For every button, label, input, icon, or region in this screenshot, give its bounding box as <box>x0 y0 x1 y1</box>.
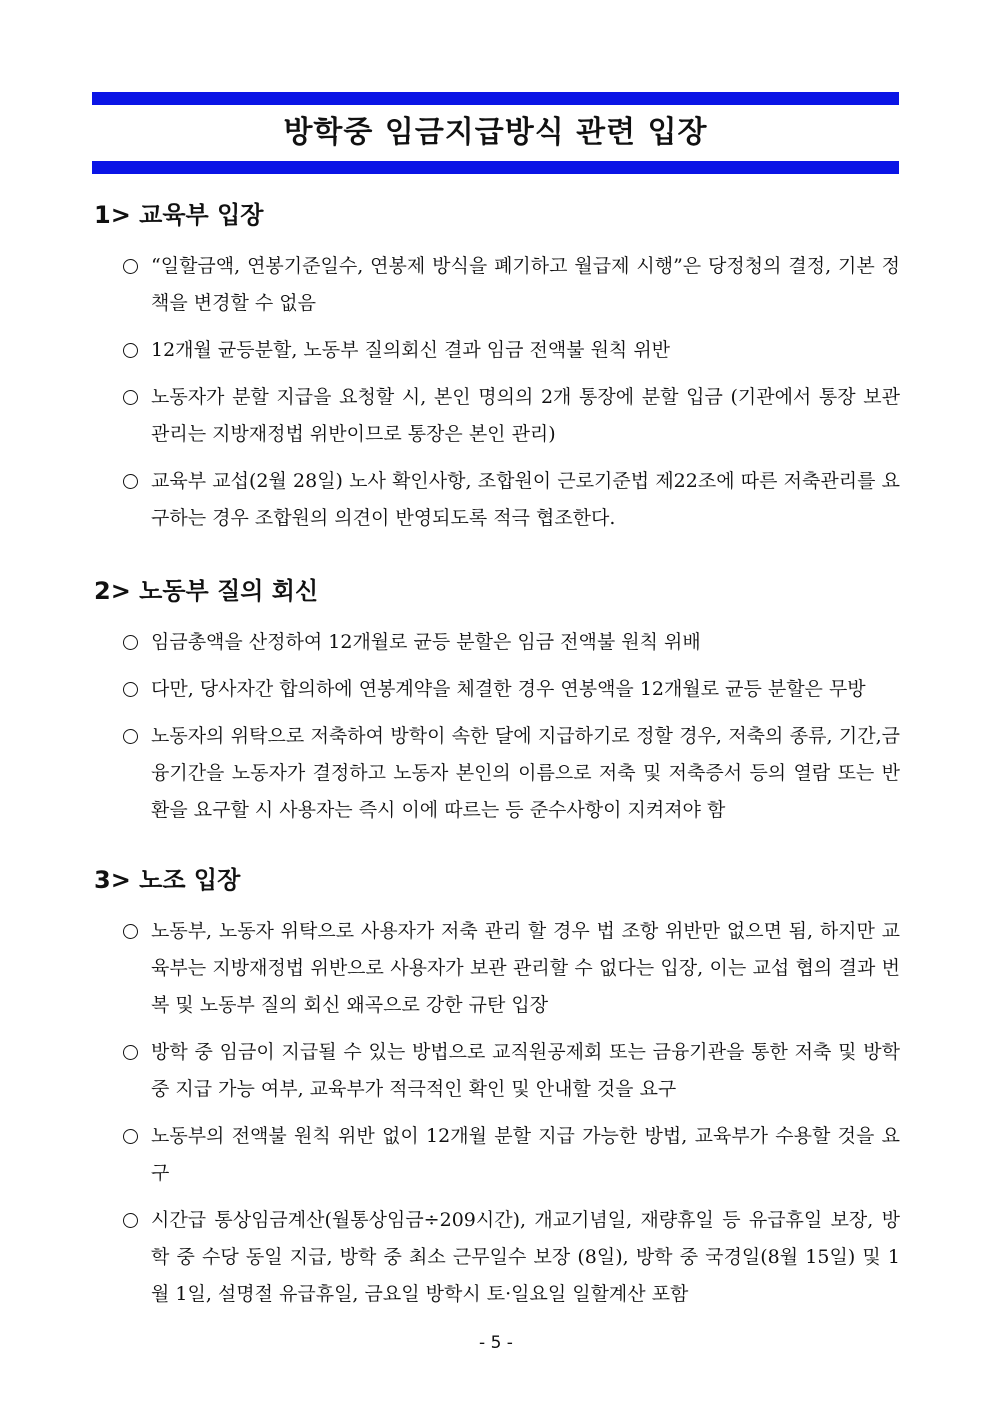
circle-bullet-icon <box>123 1034 141 1071</box>
list-item <box>94 379 900 453</box>
list-item-text: “일할금액, 연봉기준일수, 연봉제 방식을 폐기하고 월급제 시행”은 당정청의 결정, 기본 정책을 변경할 수 없음 <box>151 255 900 314</box>
list-item <box>94 913 900 1024</box>
list-item-text: 노동자의 위탁으로 저축하여 방학이 속한 달에 지급하기로 정할 경우, 저축의 종류, 기간,금융기간을 노동자가 결정하고 노동자 본인의 이름으로 저축 및 저축증서 등의 열람 또는 반환을 요구할 시 사용자는 즉시 이에 따르는 등 준수사항이 지켜져야 함 <box>151 725 900 821</box>
circle-bullet-icon <box>123 671 141 708</box>
section-ministry-position <box>94 200 900 537</box>
list-item <box>94 718 900 829</box>
circle-bullet-icon <box>123 718 141 755</box>
list-item-text: 12개월 균등분할, 노동부 질의회신 결과 임금 전액불 원칙 위반 <box>151 339 671 361</box>
list-item-text: 방학 중 임금이 지급될 수 있는 방법으로 교직원공제회 또는 금융기관을 통한 저축 및 방학 중 지급 가능 여부, 교육부가 적극적인 확인 및 안내할 것을 요구 <box>151 1041 900 1100</box>
list-item-text: 노동자가 분할 지급을 요청할 시, 본인 명의의 2개 통장에 분할 입금 (기관에서 통장 보관 관리는 지방재정법 위반이므로 통장은 본인 관리) <box>151 386 900 445</box>
page-title: 방학중 임금지급방식 관련 입장 <box>283 115 708 150</box>
circle-bullet-icon <box>123 332 141 369</box>
list-item <box>94 1118 900 1192</box>
circle-bullet-icon <box>123 463 141 500</box>
section-heading: 1> 교육부 입장 <box>94 201 264 229</box>
title-top-rule <box>92 92 899 105</box>
section-union-position <box>94 865 900 1313</box>
circle-bullet-icon <box>123 913 141 950</box>
page-number: - 5 - <box>479 1333 513 1353</box>
list-item <box>94 332 900 369</box>
circle-bullet-icon <box>123 379 141 416</box>
list-item <box>94 624 900 661</box>
list-item <box>94 463 900 537</box>
list-item-text: 임금총액을 산정하여 12개월로 균등 분할은 임금 전액불 원칙 위배 <box>151 631 701 653</box>
circle-bullet-icon <box>123 624 141 661</box>
title-block <box>92 92 899 174</box>
circle-bullet-icon <box>123 1118 141 1155</box>
section-heading: 3> 노조 입장 <box>94 866 241 894</box>
title-bottom-rule <box>92 161 899 174</box>
list-item-text: 다만, 당사자간 합의하에 연봉계약을 체결한 경우 연봉액을 12개월로 균등 분할은 무방 <box>151 678 866 700</box>
section-heading: 2> 노동부 질의 회신 <box>94 577 319 605</box>
list-item-text: 노동부의 전액불 원칙 위반 없이 12개월 분할 지급 가능한 방법, 교육부가 수용할 것을 요구 <box>151 1125 900 1184</box>
list-item-text: 교육부 교섭(2월 28일) 노사 확인사항, 조합원이 근로기준법 제22조에 따른 저축관리를 요구하는 경우 조합원의 의견이 반영되도록 적극 협조한다. <box>151 470 900 529</box>
list-item <box>94 248 900 322</box>
list-item <box>94 1202 900 1313</box>
list-item-text: 노동부, 노동자 위탁으로 사용자가 저축 관리 할 경우 법 조항 위반만 없으면 됨, 하지만 교육부는 지방재정법 위반으로 사용자가 보관 관리할 수 없다는 입장, 이는 교섭 협의 결과 번복 및 노동부 질의 회신 왜곡으로 강한 규탄 입장 <box>151 920 900 1016</box>
circle-bullet-icon <box>123 248 141 285</box>
section-labor-ministry-reply <box>94 576 900 829</box>
circle-bullet-icon <box>123 1202 141 1239</box>
list-item-text: 시간급 통상임금계산(월통상임금÷209시간), 개교기념일, 재량휴일 등 유급휴일 보장, 방학 중 수당 동일 지급, 방학 중 최소 근무일수 보장 (8일), 방학 중 국경일(8월 15일) 및 1월 1일, 설명절 유급휴일, 금요일 방학시 토·일요일 일할계산 포함 <box>151 1209 900 1305</box>
list-item <box>94 671 900 708</box>
list-item <box>94 1034 900 1108</box>
